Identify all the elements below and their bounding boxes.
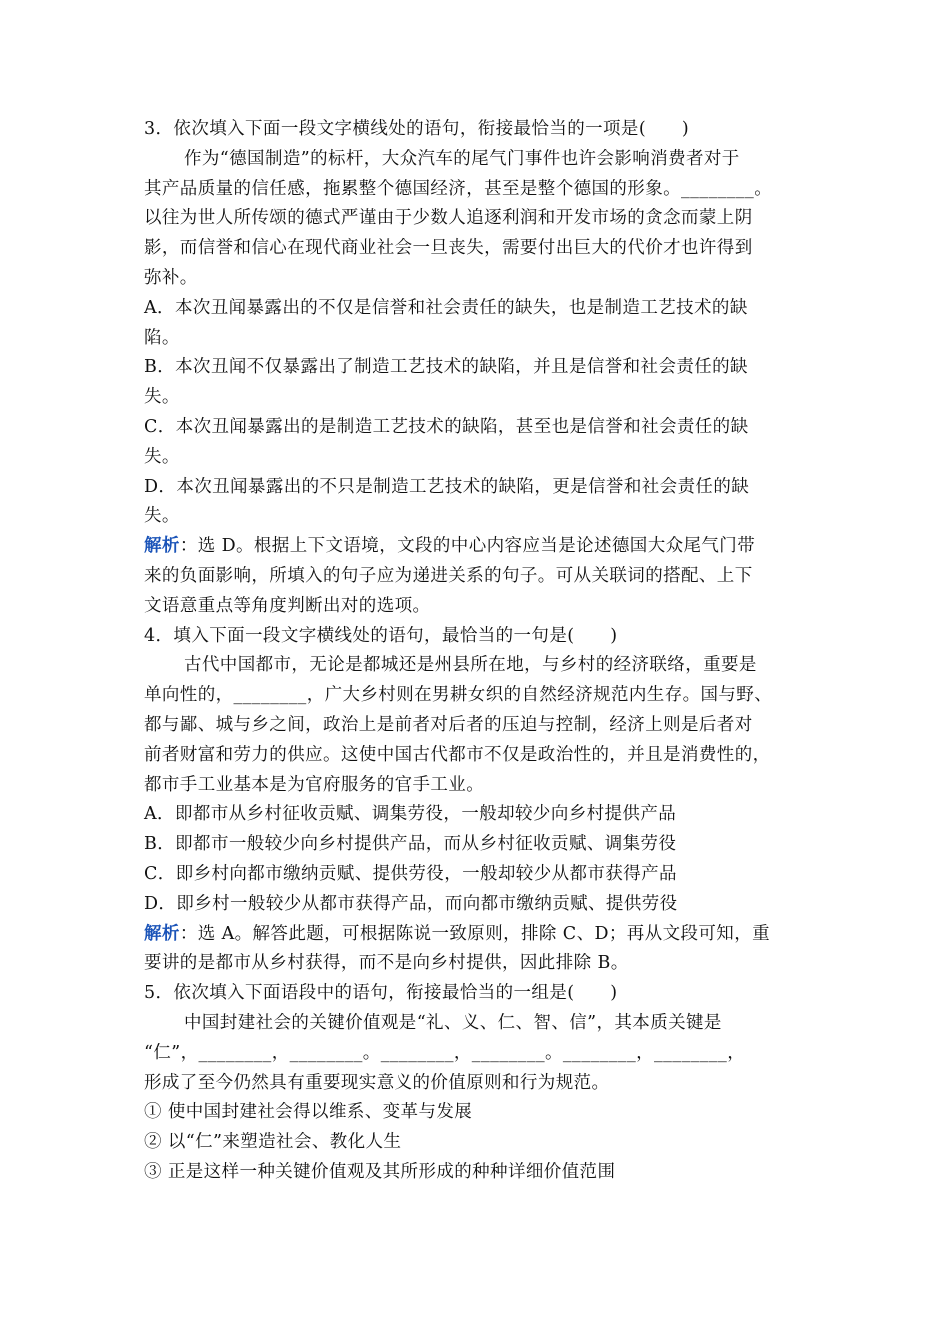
question-4-passage-line: 古代中国都市，无论是都城还是州县所在地，与乡村的经济联络，重要是 <box>184 655 757 676</box>
question-3-option-b: B．本次丑闻不仅暴露出了制造工艺技术的缺陷，并且是信誉和社会责任的缺 <box>144 357 748 378</box>
question-5-passage-line: 形成了至今仍然具有重要现实意义的价值原则和行为规范。 <box>144 1072 610 1093</box>
question-3-passage-line: 作为“德国制造”的标杆，大众汽车的尾气门事件也许会影响消费者对于 <box>184 148 740 169</box>
analysis-label: 解析 <box>144 923 180 944</box>
question-5-passage-line: “仁”，________，________。________，________。________，________， <box>144 1042 746 1063</box>
question-5-item-1: ① 使中国封建社会得以维系、变革与发展 <box>144 1102 473 1123</box>
question-4-passage-line: 都市手工业基本是为官府服务的官手工业。 <box>144 774 485 795</box>
question-3-stem: 3．依次填入下面一段文字横线处的语句，衔接最恰当的一项是( ) <box>144 119 690 139</box>
question-3-passage-line: 以往为世人所传颂的德式严谨由于少数人追逐利润和开发市场的贪念而蒙上阴 <box>144 208 753 229</box>
question-4-passage-line: 前者财富和劳力的供应。这使中国古代都市不仅是政治性的，并且是消费性的， <box>144 744 771 765</box>
question-5-item-2: ② 以“仁”来塑造社会、教化人生 <box>144 1132 402 1153</box>
question-4-analysis-line: 要讲的是都市从乡村获得，而不是向乡村提供，因此排除 B。 <box>144 953 629 974</box>
analysis-text: ：选 A。解答此题，可根据陈说一致原则，排除 C、D；再从文段可知，重 <box>179 923 770 944</box>
question-3-option-a: A．本次丑闻暴露出的不仅是信誉和社会责任的缺失，也是制造工艺技术的缺 <box>144 297 748 318</box>
question-3-option-d: D．本次丑闻暴露出的不只是制造工艺技术的缺陷，更是信誉和社会责任的缺 <box>144 476 750 497</box>
question-5-stem: 5．依次填入下面语段中的语句，衔接最恰当的一组是( ) <box>144 983 618 1004</box>
question-3-passage-line: 影，而信誉和信心在现代商业社会一旦丧失，需要付出巨大的代价才也许得到 <box>144 238 753 259</box>
question-4-option-b: B．即都市一般较少向乡村提供产品，而从乡村征收贡赋、调集劳役 <box>144 834 677 855</box>
question-4-option-a: A．即都市从乡村征收贡赋、调集劳役，一般却较少向乡村提供产品 <box>144 804 677 825</box>
question-3-option-d-cont: 失。 <box>144 506 180 527</box>
question-4-option-c: C．即乡村向都市缴纳贡赋、提供劳役，一般却较少从都市获得产品 <box>144 863 677 884</box>
question-3-analysis-line: 文语意重点等角度判断出对的选项。 <box>144 595 431 616</box>
question-3-passage-line: 弥补。 <box>144 267 198 288</box>
question-3-passage-line: 其产品质量的信任感，拖累整个德国经济，甚至是整个德国的形象。________。 <box>144 178 773 199</box>
question-5-item-3: ③ 正是这样一种关键价值观及其所形成的种种详细价值范围 <box>144 1161 616 1182</box>
question-3-analysis-line <box>144 532 824 562</box>
analysis-text: ：选 D。根据上下文语境，文段的中心内容应当是论述德国大众尾气门带 <box>179 536 756 557</box>
question-5-passage-line: 中国封建社会的关键价值观是“礼、义、仁、智、信”，其本质关键是 <box>184 1012 722 1033</box>
question-4-passage-line: 单向性的，________，广大乡村则在男耕女织的自然经济规范内生存。国与野、 <box>144 685 773 706</box>
question-3-option-c: C．本次丑闻暴露出的是制造工艺技术的缺陷，甚至也是信誉和社会责任的缺 <box>144 416 749 437</box>
question-4-option-d: D．即乡村一般较少从都市获得产品，而向都市缴纳贡赋、提供劳役 <box>144 893 678 914</box>
question-4-analysis-line <box>144 920 824 950</box>
question-3-option-c-cont: 失。 <box>144 446 180 467</box>
question-3-analysis-line: 来的负面影响，所填入的句子应为递进关系的句子。可从关联词的搭配、上下 <box>144 565 753 586</box>
question-3-option-a-cont: 陷。 <box>144 327 180 348</box>
question-4-passage-line: 都与鄙、城与乡之间，政治上是前者对后者的压迫与控制，经济上则是后者对 <box>144 714 753 735</box>
question-3-option-b-cont: 失。 <box>144 387 180 408</box>
document-page <box>144 115 824 1188</box>
question-4-stem: 4．填入下面一段文字横线处的语句，最恰当的一句是( ) <box>144 625 618 646</box>
analysis-label: 解析 <box>144 536 180 557</box>
